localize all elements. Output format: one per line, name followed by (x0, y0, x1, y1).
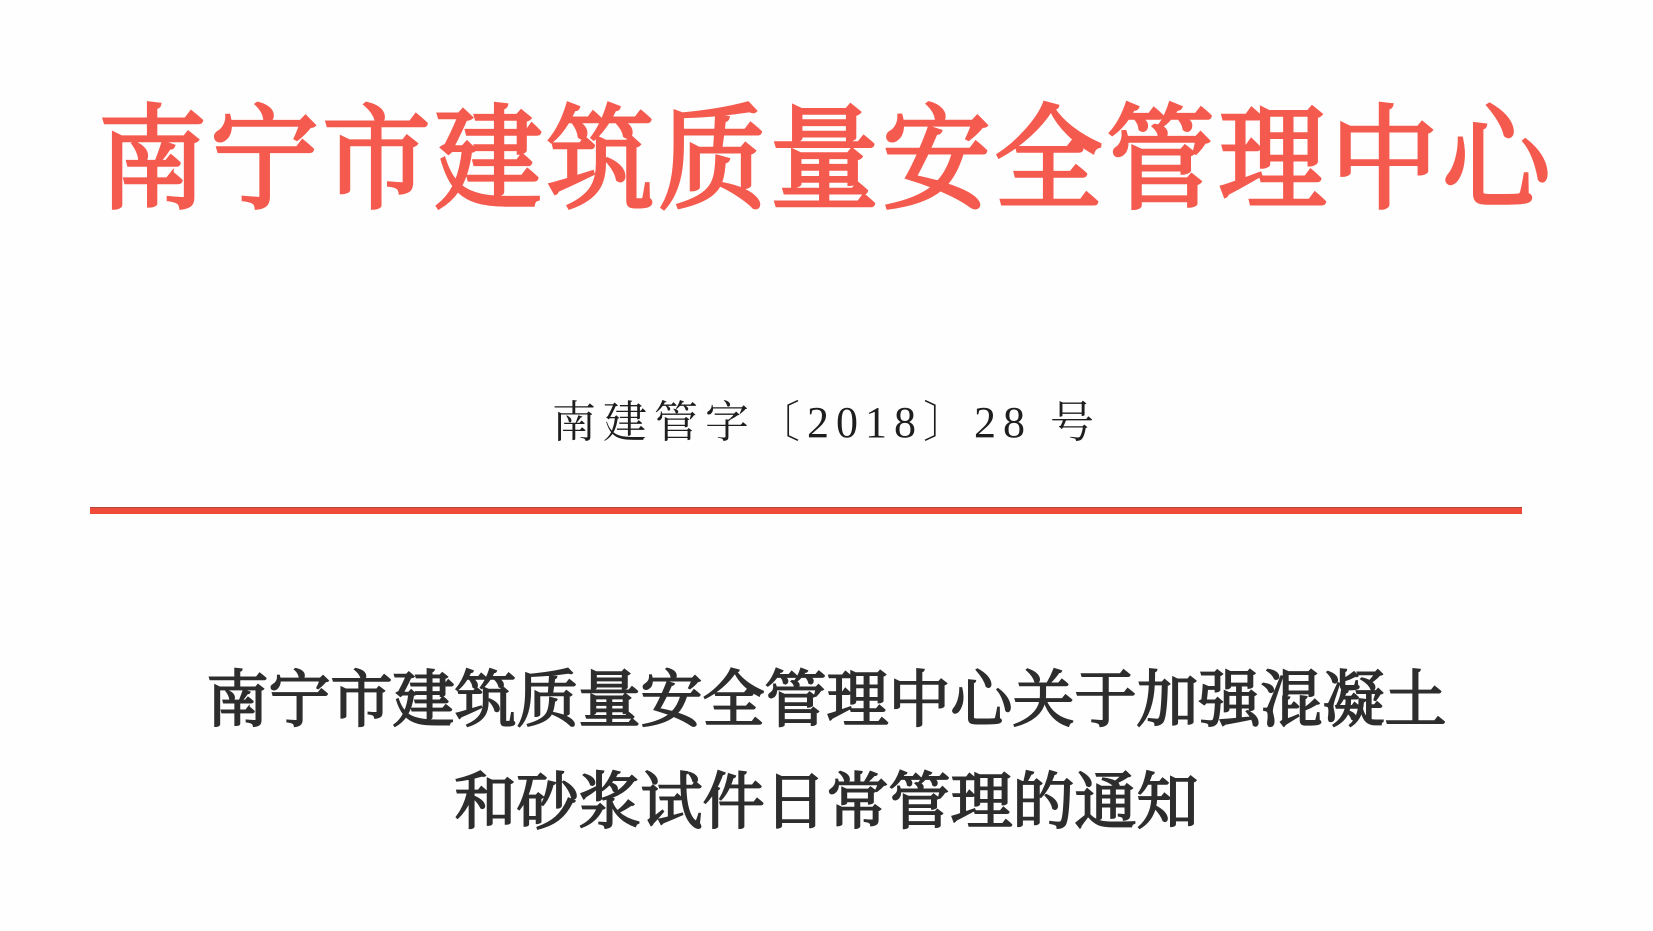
notice-title-line1: 南宁市建筑质量安全管理中心关于加强混凝土 (206, 667, 1447, 735)
agency-masthead: 南宁市建筑质量安全管理中心 (98, 99, 1555, 224)
notice-title (0, 650, 1653, 854)
red-divider-line (90, 507, 1522, 514)
notice-title-line2: 和砂浆试件日常管理的通知 (454, 769, 1199, 837)
document-number: 南建管字〔2018〕28 号 (552, 398, 1101, 447)
